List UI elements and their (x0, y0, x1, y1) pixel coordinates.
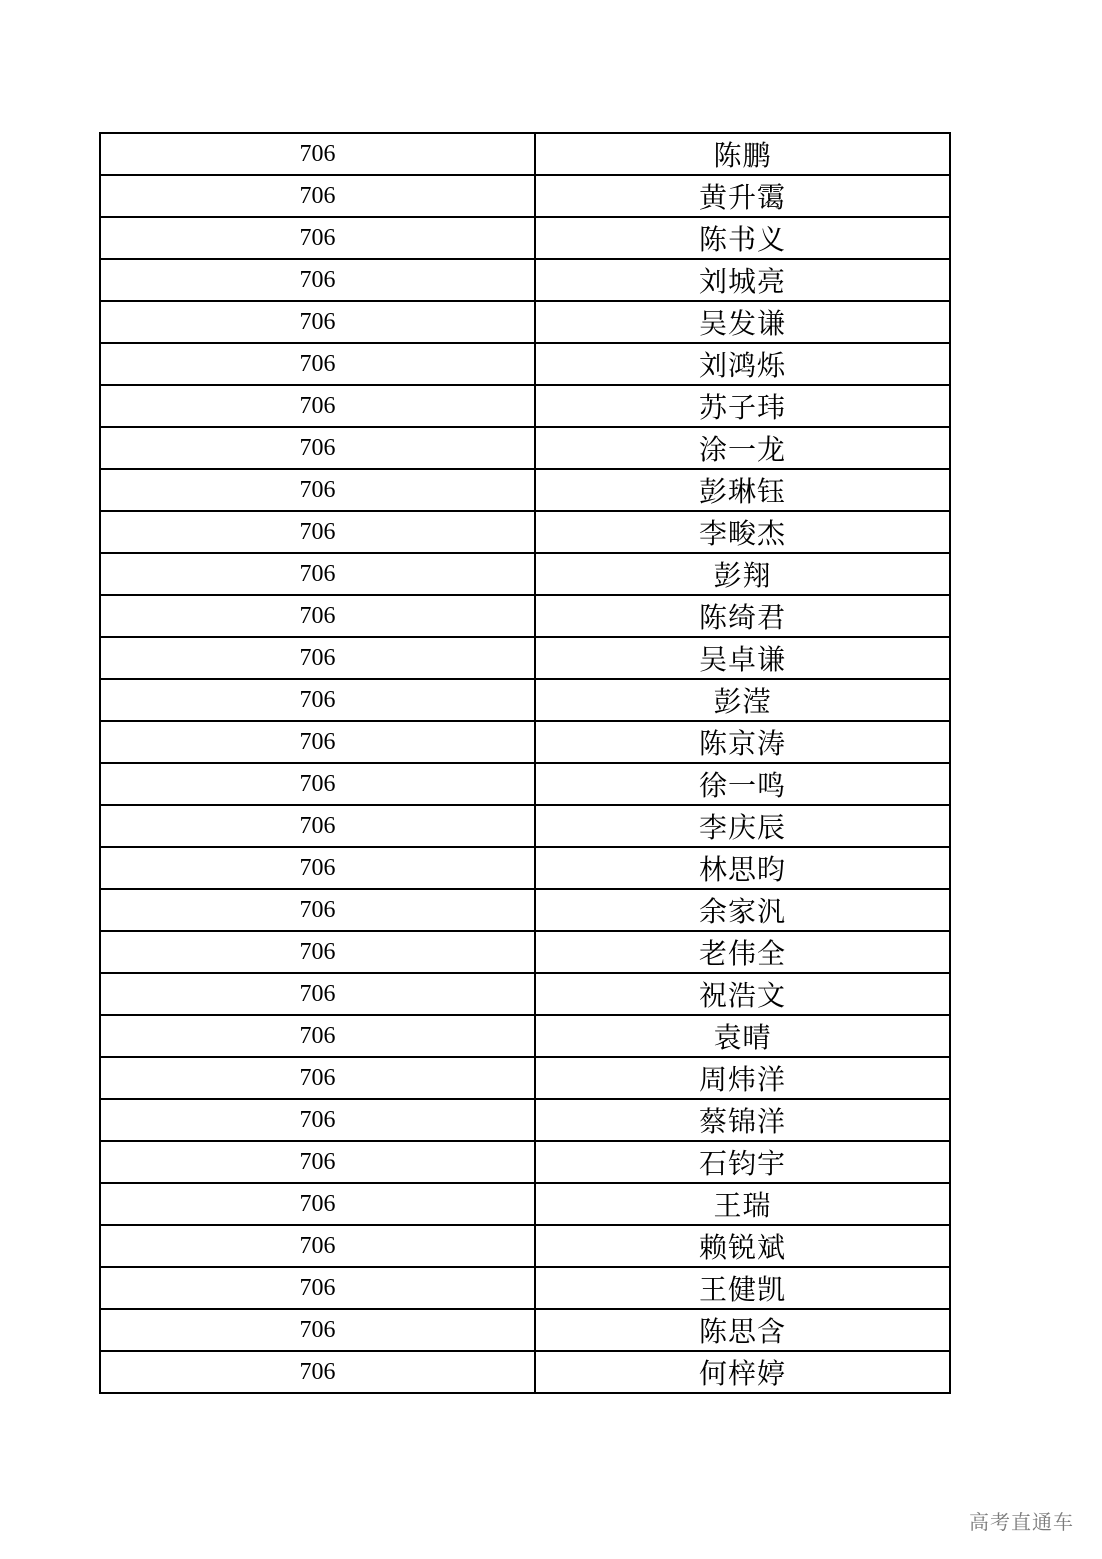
name-cell: 吴卓谦 (535, 637, 950, 679)
score-cell: 706 (100, 889, 535, 931)
table-row (100, 1309, 950, 1351)
watermark-text: 高考直通车 (969, 1510, 1074, 1534)
table-row (100, 1225, 950, 1267)
score-cell: 706 (100, 427, 535, 469)
table-row (100, 217, 950, 259)
name-cell: 苏子玮 (535, 385, 950, 427)
table-row (100, 175, 950, 217)
name-cell: 王健凯 (535, 1267, 950, 1309)
name-cell: 黄升霭 (535, 175, 950, 217)
table-row (100, 1057, 950, 1099)
name-cell: 周炜洋 (535, 1057, 950, 1099)
table-body (100, 133, 950, 1393)
score-cell: 706 (100, 805, 535, 847)
name-cell: 余家汎 (535, 889, 950, 931)
name-cell: 陈书义 (535, 217, 950, 259)
name-cell: 彭琳钰 (535, 469, 950, 511)
name-cell: 陈绮君 (535, 595, 950, 637)
score-cell: 706 (100, 679, 535, 721)
table-row (100, 637, 950, 679)
name-cell: 石钧宇 (535, 1141, 950, 1183)
name-cell: 赖锐斌 (535, 1225, 950, 1267)
table-row (100, 1099, 950, 1141)
table-row (100, 1141, 950, 1183)
score-cell: 706 (100, 1099, 535, 1141)
table-row (100, 385, 950, 427)
name-cell: 刘城亮 (535, 259, 950, 301)
name-cell: 袁晴 (535, 1015, 950, 1057)
table-row (100, 721, 950, 763)
table-row (100, 427, 950, 469)
table-row (100, 931, 950, 973)
table-row (100, 1267, 950, 1309)
table-row (100, 259, 950, 301)
score-cell: 706 (100, 259, 535, 301)
table-row (100, 133, 950, 175)
table-row (100, 1015, 950, 1057)
name-cell: 刘鸿烁 (535, 343, 950, 385)
name-cell: 彭翔 (535, 553, 950, 595)
score-cell: 706 (100, 637, 535, 679)
table-row (100, 343, 950, 385)
table-row (100, 511, 950, 553)
name-cell: 徐一鸣 (535, 763, 950, 805)
score-cell: 706 (100, 175, 535, 217)
name-cell: 蔡锦洋 (535, 1099, 950, 1141)
name-cell: 何梓婷 (535, 1351, 950, 1393)
score-cell: 706 (100, 385, 535, 427)
score-cell: 706 (100, 553, 535, 595)
table-row (100, 763, 950, 805)
name-cell: 祝浩文 (535, 973, 950, 1015)
score-cell: 706 (100, 763, 535, 805)
name-cell: 李庆辰 (535, 805, 950, 847)
name-cell: 陈鹏 (535, 133, 950, 175)
score-cell: 706 (100, 217, 535, 259)
score-cell: 706 (100, 595, 535, 637)
score-cell: 706 (100, 1015, 535, 1057)
table-row (100, 1351, 950, 1393)
score-cell: 706 (100, 1141, 535, 1183)
name-cell: 李畯杰 (535, 511, 950, 553)
table-row (100, 1183, 950, 1225)
score-name-table (99, 132, 951, 1394)
score-cell: 706 (100, 511, 535, 553)
score-cell: 706 (100, 1057, 535, 1099)
name-cell: 陈京涛 (535, 721, 950, 763)
score-cell: 706 (100, 301, 535, 343)
score-cell: 706 (100, 1267, 535, 1309)
score-cell: 706 (100, 721, 535, 763)
table-row (100, 301, 950, 343)
table-row (100, 553, 950, 595)
table-row (100, 847, 950, 889)
table-row (100, 679, 950, 721)
name-cell: 林思昀 (535, 847, 950, 889)
table-row (100, 973, 950, 1015)
score-cell: 706 (100, 973, 535, 1015)
table-row (100, 889, 950, 931)
score-cell: 706 (100, 343, 535, 385)
score-cell: 706 (100, 931, 535, 973)
name-cell: 涂一龙 (535, 427, 950, 469)
score-cell: 706 (100, 1309, 535, 1351)
score-cell: 706 (100, 133, 535, 175)
table-row (100, 805, 950, 847)
score-cell: 706 (100, 469, 535, 511)
name-cell: 吴发谦 (535, 301, 950, 343)
name-cell: 王瑞 (535, 1183, 950, 1225)
name-cell: 老伟全 (535, 931, 950, 973)
table-row (100, 469, 950, 511)
name-cell: 彭滢 (535, 679, 950, 721)
score-cell: 706 (100, 1183, 535, 1225)
score-cell: 706 (100, 1351, 535, 1393)
score-cell: 706 (100, 1225, 535, 1267)
score-cell: 706 (100, 847, 535, 889)
table-row (100, 595, 950, 637)
name-cell: 陈思含 (535, 1309, 950, 1351)
